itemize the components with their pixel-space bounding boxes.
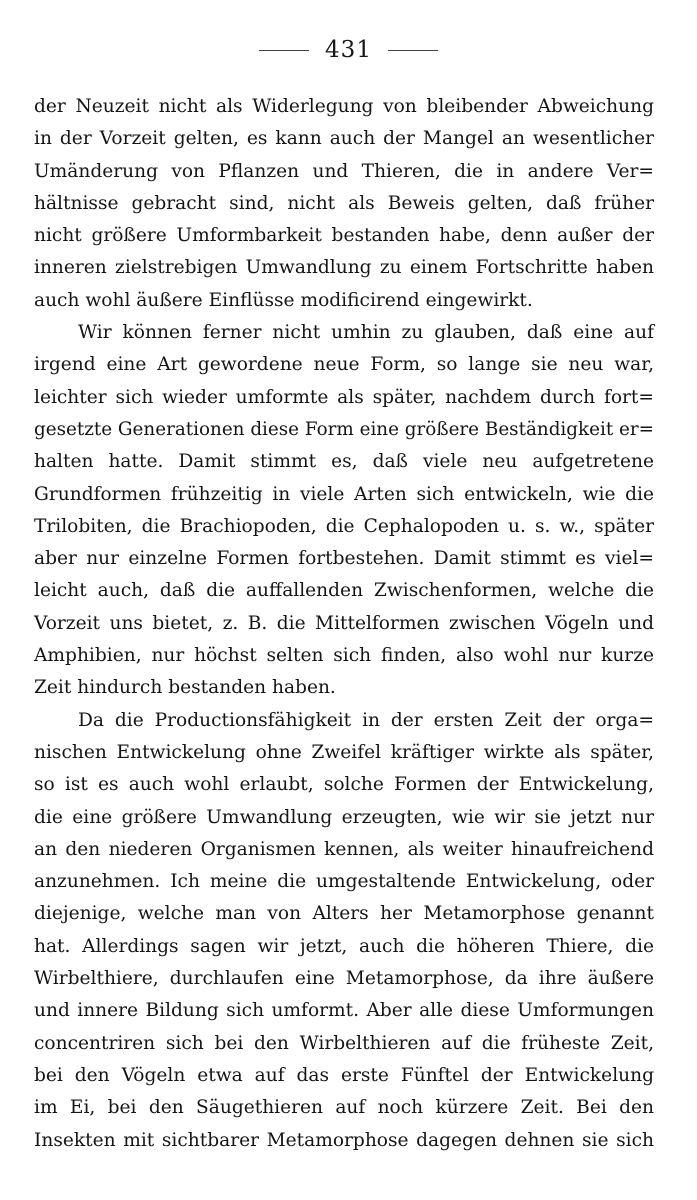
text-line: aber nur einzelne Formen fortbestehen. Damit stimmt es viel=	[34, 548, 654, 570]
text-line: Vorzeit uns bietet, z. B. die Mittelformen zwischen Vögeln und	[34, 612, 654, 634]
header-rule-left	[259, 50, 309, 51]
text-line: leichter sich wieder umformte als später, nachdem durch fort=	[34, 386, 654, 408]
text-line: nicht größere Umformbarkeit bestanden habe, denn außer der	[34, 225, 654, 247]
text-line: Grundformen frühzeitig in viele Arten sich entwickeln, wie die	[34, 483, 654, 505]
text-line: Trilobiten, die Brachiopoden, die Cephalopoden u. s. w., später	[34, 515, 654, 537]
paragraph-end-line: auch wohl äußere Einflüsse modificirend eingewirkt.	[34, 289, 533, 311]
paragraph-end-line: Zeit hindurch bestanden haben.	[34, 677, 336, 699]
paragraph-start-line: Wir können ferner nicht umhin zu glauben, daß eine auf	[78, 322, 654, 344]
text-line: Wirbelthiere, durchlaufen eine Metamorphose, da ihre äußere	[34, 968, 654, 990]
text-line: gesetzte Generationen diese Form eine größere Beständigkeit er=	[34, 418, 655, 440]
paragraph-start-line: Da die Productionsfähigkeit in der ersten Zeit der orga=	[78, 709, 654, 731]
text-line: anzunehmen. Ich meine die umgestaltende Entwickelung, oder	[34, 871, 654, 893]
text-line: der Neuzeit nicht als Widerlegung von bleibender Abweichung	[34, 96, 654, 117]
text-line: concentriren sich bei den Wirbelthieren auf die früheste Zeit,	[34, 1032, 654, 1054]
text-line: irgend eine Art gewordene neue Form, so lange sie neu war,	[34, 354, 654, 376]
page-header	[0, 30, 697, 70]
text-line: Amphibien, nur höchst selten sich finden, also wohl nur kurze	[34, 645, 654, 667]
text-line: halten hatte. Damit stimmt es, daß viele neu aufgetretene	[34, 451, 654, 473]
text-line: inneren zielstrebigen Umwandlung zu einem Fortschritte haben	[34, 257, 654, 279]
text-line: leicht auch, daß die auffallenden Zwischenformen, welche die	[34, 580, 654, 602]
header-rule-right	[388, 50, 438, 51]
text-line: bei den Vögeln etwa auf das erste Fünftel der Entwickelung	[34, 1064, 654, 1086]
text-line: die eine größere Umwandlung erzeugten, wie wir sie jetzt nur	[34, 806, 654, 828]
text-line: und innere Bildung sich umformt. Aber alle diese Umformungen	[34, 1000, 654, 1022]
text-line: nischen Entwickelung ohne Zweifel kräftiger wirkte als später,	[34, 741, 654, 763]
text-line: im Ei, bei den Säugethieren auf noch kürzere Zeit. Bei den	[34, 1097, 654, 1119]
text-line: so ist es auch wohl erlaubt, solche Formen der Entwickelung,	[34, 774, 654, 796]
text-line: Umänderung von Pflanzen und Thieren, die in andere Ver=	[34, 160, 654, 182]
text-line: hältnisse gebracht sind, nicht als Beweis gelten, daß früher	[34, 192, 654, 214]
text-line: Insekten mit sichtbarer Metamorphose dagegen dehnen sie sich	[34, 1129, 654, 1151]
body-text	[34, 91, 654, 1157]
text-line: hat. Allerdings sagen wir jetzt, auch die höheren Thiere, die	[34, 935, 654, 957]
page-number: 431	[325, 37, 372, 63]
text-line: an den niederen Organismen kennen, als weiter hinaufreichend	[34, 838, 654, 860]
text-line: in der Vorzeit gelten, es kann auch der Mangel an wesentlicher	[34, 128, 654, 150]
text-line: diejenige, welche man von Alters her Metamorphose genannt	[34, 903, 654, 925]
